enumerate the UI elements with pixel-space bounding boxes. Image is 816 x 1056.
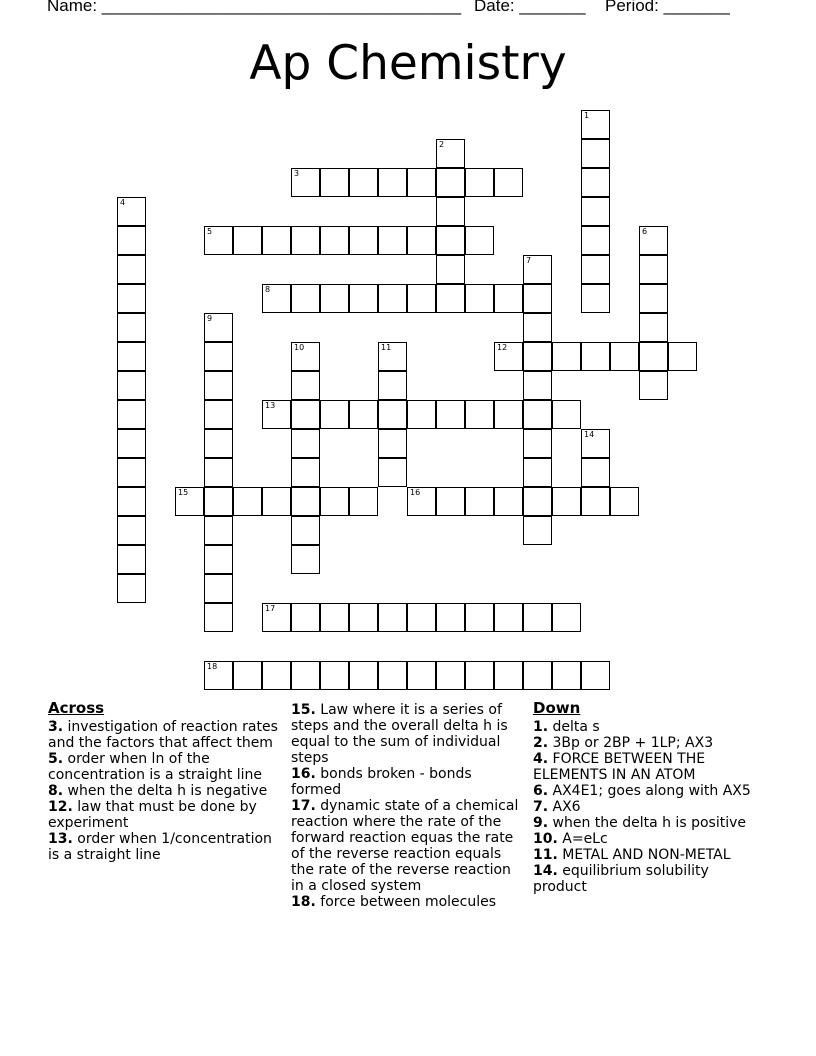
crossword-cell[interactable]	[407, 487, 436, 516]
clue-across-15: 15. Law where it is a series of steps and the overall delta h is equal to the sum of individual steps	[291, 702, 508, 766]
crossword-cell[interactable]	[407, 284, 436, 313]
crossword-cell[interactable]	[581, 661, 610, 690]
clue-number: 4	[120, 198, 126, 207]
crossword-cell[interactable]	[581, 487, 610, 516]
clue-across-18: 18. force between molecules	[291, 894, 497, 910]
crossword-cell[interactable]	[407, 226, 436, 255]
crossword-cell[interactable]	[320, 487, 349, 516]
crossword-cell[interactable]	[378, 284, 407, 313]
crossword-cell[interactable]	[523, 429, 552, 458]
crossword-cell[interactable]	[523, 603, 552, 632]
clue-number: 16	[410, 488, 421, 497]
clue-down-9: 9. when the delta h is positive	[533, 815, 746, 831]
crossword-cell[interactable]	[233, 661, 262, 690]
clue-down-14: 14. equilibrium solubility product	[533, 863, 709, 895]
clue-number: 10	[294, 343, 305, 352]
crossword-cell[interactable]	[320, 661, 349, 690]
clue-down-10: 10. A=eLc	[533, 831, 608, 847]
crossword-cell[interactable]	[378, 458, 407, 487]
crossword-cell[interactable]	[262, 603, 291, 632]
crossword-cell[interactable]	[407, 603, 436, 632]
crossword-cell[interactable]	[291, 429, 320, 458]
crossword-cell[interactable]	[291, 168, 320, 197]
clue-number: 18	[207, 662, 218, 671]
crossword-cell[interactable]	[378, 603, 407, 632]
crossword-cell[interactable]	[291, 545, 320, 574]
clue-number: 5	[207, 227, 213, 236]
date-field-label: Date: _______	[474, 0, 586, 15]
crossword-cell[interactable]	[320, 603, 349, 632]
crossword-cell[interactable]	[494, 487, 523, 516]
crossword-cell[interactable]	[117, 197, 146, 226]
crossword-cell[interactable]	[262, 284, 291, 313]
crossword-cell[interactable]	[204, 226, 233, 255]
crossword-cell[interactable]	[204, 603, 233, 632]
crossword-cell[interactable]	[117, 487, 146, 516]
crossword-cell[interactable]	[639, 313, 668, 342]
clue-down-4: 4. FORCE BETWEEN THE ELEMENTS IN AN ATOM	[533, 751, 706, 783]
crossword-cell[interactable]	[262, 487, 291, 516]
crossword-cell[interactable]	[552, 400, 581, 429]
crossword-cell[interactable]	[349, 226, 378, 255]
crossword-cell[interactable]	[117, 516, 146, 545]
crossword-cell[interactable]	[436, 487, 465, 516]
crossword-cell[interactable]	[581, 197, 610, 226]
crossword-cell[interactable]	[581, 429, 610, 458]
crossword-cell[interactable]	[378, 168, 407, 197]
clue-number: 17	[265, 604, 276, 613]
crossword-cell[interactable]	[291, 371, 320, 400]
crossword-cell[interactable]	[204, 313, 233, 342]
clue-down-7: 7. AX6	[533, 799, 581, 815]
crossword-cell[interactable]	[117, 458, 146, 487]
crossword-cell[interactable]	[378, 429, 407, 458]
crossword-cell[interactable]	[320, 400, 349, 429]
crossword-cell[interactable]	[494, 603, 523, 632]
crossword-cell[interactable]	[523, 458, 552, 487]
crossword-cell[interactable]	[117, 226, 146, 255]
clue-number: 11	[381, 343, 392, 352]
crossword-cell[interactable]	[233, 226, 262, 255]
crossword-cell[interactable]	[262, 226, 291, 255]
clue-number: 15	[178, 488, 189, 497]
crossword-cell[interactable]	[204, 545, 233, 574]
crossword-cell[interactable]	[262, 661, 291, 690]
crossword-cell[interactable]	[175, 487, 204, 516]
crossword-cell[interactable]	[494, 284, 523, 313]
crossword-cell[interactable]	[291, 400, 320, 429]
crossword-cell[interactable]	[523, 313, 552, 342]
crossword-cell[interactable]	[436, 168, 465, 197]
clue-number: 9	[207, 314, 213, 323]
crossword-cell[interactable]	[378, 342, 407, 371]
crossword-cell[interactable]	[465, 226, 494, 255]
crossword-cell[interactable]	[494, 168, 523, 197]
crossword-cell[interactable]	[320, 168, 349, 197]
crossword-cell[interactable]	[291, 661, 320, 690]
crossword-cell[interactable]	[581, 110, 610, 139]
name-field-label: Name: ______________________________________	[47, 0, 462, 15]
page-title: Ap Chemistry	[249, 36, 567, 91]
down-clues	[533, 700, 763, 895]
clue-number: 7	[526, 256, 532, 265]
crossword-cell[interactable]	[117, 429, 146, 458]
crossword-cell[interactable]	[233, 487, 262, 516]
crossword-cell[interactable]	[117, 574, 146, 603]
crossword-cell[interactable]	[349, 400, 378, 429]
crossword-cell[interactable]	[523, 400, 552, 429]
crossword-cell[interactable]	[291, 226, 320, 255]
crossword-cell[interactable]	[204, 661, 233, 690]
crossword-cell[interactable]	[262, 400, 291, 429]
clue-number: 6	[642, 227, 648, 236]
clue-number: 14	[584, 430, 595, 439]
crossword-cell[interactable]	[552, 487, 581, 516]
clue-number: 2	[439, 140, 445, 149]
crossword-cell[interactable]	[639, 255, 668, 284]
crossword-cell[interactable]	[494, 661, 523, 690]
clue-across-8: 8. when the delta h is negative	[48, 783, 268, 799]
crossword-cell[interactable]	[436, 603, 465, 632]
crossword-cell[interactable]	[407, 168, 436, 197]
crossword-cell[interactable]	[204, 400, 233, 429]
crossword-cell[interactable]	[117, 313, 146, 342]
crossword-cell[interactable]	[581, 255, 610, 284]
crossword-cell[interactable]	[436, 400, 465, 429]
crossword-cell[interactable]	[204, 429, 233, 458]
crossword-cell[interactable]	[552, 603, 581, 632]
crossword-cell[interactable]	[117, 255, 146, 284]
crossword-cell[interactable]	[349, 603, 378, 632]
crossword-cell[interactable]	[639, 226, 668, 255]
crossword-cell[interactable]	[349, 168, 378, 197]
crossword-cell[interactable]	[320, 284, 349, 313]
crossword-cell[interactable]	[610, 342, 639, 371]
crossword-cell[interactable]	[523, 487, 552, 516]
clue-number: 1	[584, 111, 590, 120]
clue-across-5: 5. order when ln of the concentration is a straight line	[48, 751, 263, 783]
crossword-cell[interactable]	[117, 400, 146, 429]
clue-number: 13	[265, 401, 276, 410]
crossword-cell[interactable]	[610, 487, 639, 516]
clue-number: 3	[294, 169, 300, 178]
crossword-cell[interactable]	[465, 603, 494, 632]
crossword-cell[interactable]	[581, 139, 610, 168]
crossword-cell[interactable]	[291, 342, 320, 371]
crossword-cell[interactable]	[436, 139, 465, 168]
crossword-cell[interactable]	[552, 342, 581, 371]
clue-down-2: 2. 3Bp or 2BP + 1LP; AX3	[533, 735, 714, 751]
crossword-cell[interactable]	[204, 574, 233, 603]
crossword-cell[interactable]	[291, 458, 320, 487]
clue-number: 12	[497, 343, 508, 352]
crossword-cell[interactable]	[378, 661, 407, 690]
crossword-cell[interactable]	[436, 197, 465, 226]
crossword-cell[interactable]	[581, 458, 610, 487]
clue-across-17: 17. dynamic state of a chemical reaction where the rate of the forward reaction equas the rate of the reverse reaction equals the rate of the reverse reaction in a closed system	[291, 798, 519, 894]
crossword-cell[interactable]	[494, 400, 523, 429]
crossword-cell[interactable]	[465, 487, 494, 516]
crossword-cell[interactable]	[378, 400, 407, 429]
crossword-cell[interactable]	[523, 284, 552, 313]
crossword-cell[interactable]	[465, 284, 494, 313]
crossword-cell[interactable]	[639, 342, 668, 371]
crossword-cell[interactable]	[465, 400, 494, 429]
crossword-cell[interactable]	[349, 284, 378, 313]
period-field-label: Period: _______	[605, 0, 730, 15]
crossword-cell[interactable]	[291, 516, 320, 545]
crossword-cell[interactable]	[581, 284, 610, 313]
crossword-cell[interactable]	[407, 400, 436, 429]
across-clues	[48, 700, 280, 863]
crossword-cell[interactable]	[204, 458, 233, 487]
crossword-cell[interactable]	[494, 342, 523, 371]
clue-across-12: 12. law that must be done by experiment	[48, 799, 257, 831]
crossword-cell[interactable]	[407, 661, 436, 690]
crossword-cell[interactable]	[523, 371, 552, 400]
crossword-cell[interactable]	[117, 284, 146, 313]
crossword-cell[interactable]	[465, 661, 494, 690]
crossword-cell[interactable]	[436, 226, 465, 255]
clue-down-6: 6. AX4E1; goes along with AX5	[533, 783, 751, 799]
crossword-cell[interactable]	[639, 284, 668, 313]
clue-across-13: 13. order when 1/concentration is a straight line	[48, 831, 272, 863]
crossword-cell[interactable]	[320, 226, 349, 255]
across-heading: Across	[48, 699, 105, 717]
crossword-cell[interactable]	[204, 516, 233, 545]
crossword-cell[interactable]	[378, 226, 407, 255]
crossword-cell[interactable]	[581, 342, 610, 371]
clue-down-1: 1. delta s	[533, 719, 600, 735]
crossword-cell[interactable]	[639, 371, 668, 400]
crossword-cell[interactable]	[465, 168, 494, 197]
crossword-cell[interactable]	[552, 661, 581, 690]
crossword-cell[interactable]	[436, 255, 465, 284]
crossword-cell[interactable]	[349, 661, 378, 690]
crossword-cell[interactable]	[117, 371, 146, 400]
down-heading: Down	[533, 699, 581, 717]
across-clues-continued	[291, 702, 523, 910]
crossword-cell[interactable]	[523, 516, 552, 545]
clue-number: 8	[265, 285, 271, 294]
crossword-cell[interactable]	[204, 371, 233, 400]
crossword-cell[interactable]	[581, 168, 610, 197]
crossword-cell[interactable]	[378, 371, 407, 400]
clue-down-11: 11. METAL AND NON-METAL	[533, 847, 731, 863]
clue-across-3: 3. investigation of reaction rates and the factors that affect them	[48, 719, 278, 751]
crossword-cell[interactable]	[117, 545, 146, 574]
crossword-cell[interactable]	[523, 342, 552, 371]
crossword-cell[interactable]	[581, 226, 610, 255]
clue-across-16: 16. bonds broken - bonds formed	[291, 766, 472, 798]
crossword-cell[interactable]	[204, 342, 233, 371]
crossword-cell[interactable]	[291, 603, 320, 632]
crossword-cell[interactable]	[436, 661, 465, 690]
crossword-cell[interactable]	[291, 487, 320, 516]
crossword-cell[interactable]	[291, 284, 320, 313]
crossword-cell[interactable]	[436, 284, 465, 313]
crossword-cell[interactable]	[349, 487, 378, 516]
crossword-cell[interactable]	[668, 342, 697, 371]
crossword-cell[interactable]	[523, 661, 552, 690]
crossword-cell[interactable]	[117, 342, 146, 371]
crossword-cell[interactable]	[204, 487, 233, 516]
crossword-cell[interactable]	[523, 255, 552, 284]
